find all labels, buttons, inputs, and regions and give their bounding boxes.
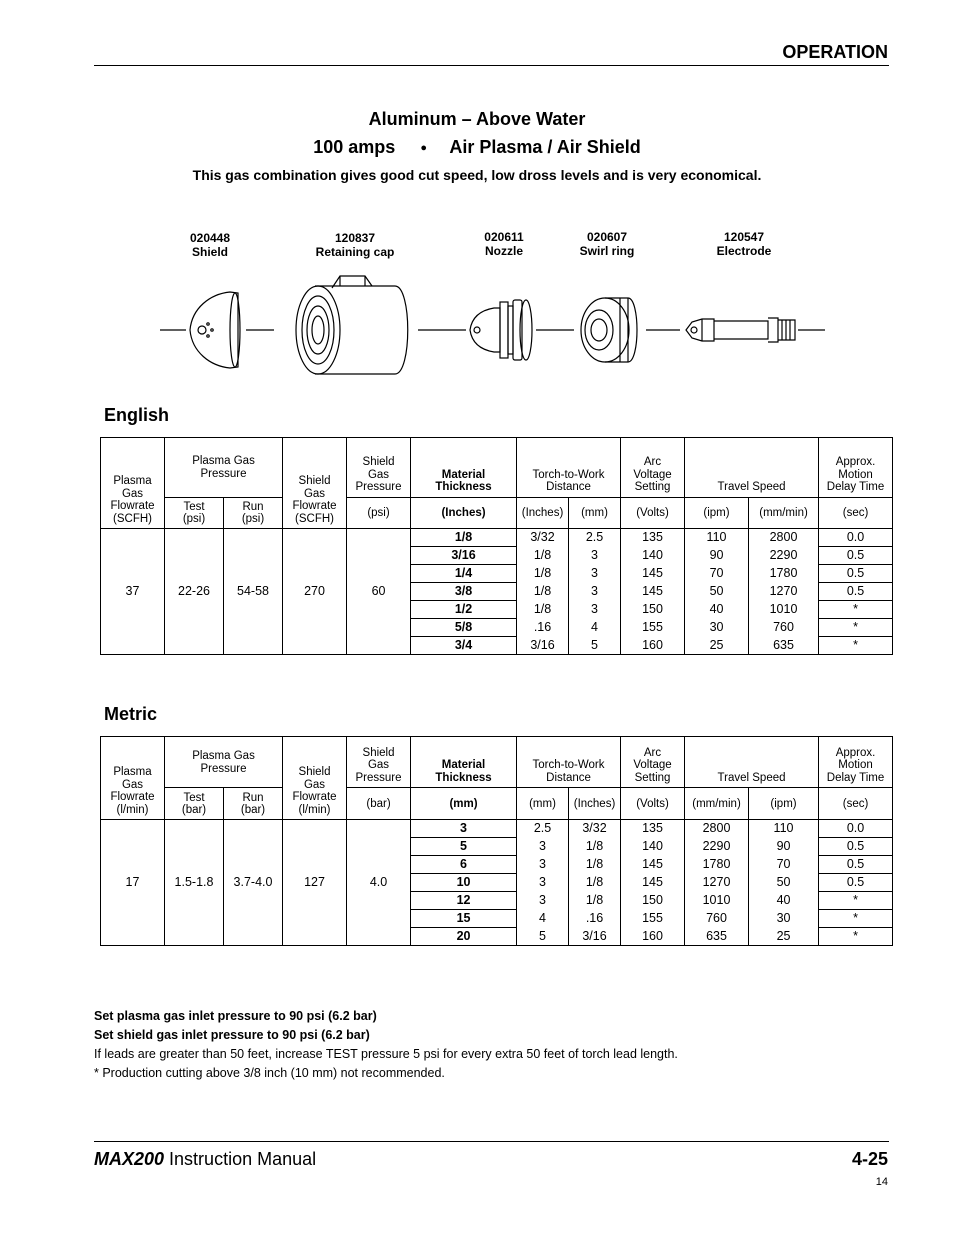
header-plasma-flowrate: Plasma Gas Flowrate (l/min) [101, 737, 165, 820]
amps-label: 100 amps [313, 137, 396, 157]
table-cell: 4 [517, 910, 569, 928]
cell-test: 1.5-1.8 [165, 820, 224, 946]
retaining-cap-icon [296, 276, 408, 374]
table-cell: 1/8 [569, 892, 621, 910]
table-cell: 0.5 [819, 856, 893, 874]
header-plasma-pressure: Plasma Gas Pressure [165, 737, 283, 788]
part-number: 020607 [586, 230, 628, 244]
cell-material-thickness: 3/16 [411, 547, 517, 565]
cell-material-thickness: 1/4 [411, 565, 517, 583]
cell-material-thickness: 5/8 [411, 619, 517, 637]
note-production: * Production cutting above 3/8 inch (10 mm) not recommended. [94, 1066, 445, 1080]
unit-distance-2: (Inches) [569, 788, 621, 820]
english-cut-chart [100, 437, 893, 655]
part-retaining-cap-label [285, 231, 425, 259]
manual-label: Instruction Manual [169, 1149, 317, 1169]
table-cell: 135 [621, 820, 685, 838]
cell-material-thickness: 6 [411, 856, 517, 874]
table-cell: 635 [685, 928, 749, 946]
cell-test: 22-26 [165, 529, 224, 655]
part-name: Retaining cap [315, 245, 395, 259]
header-plasma-flowrate: Plasma Gas Flowrate (SCFH) [101, 438, 165, 529]
page-title: Aluminum – Above Water [368, 109, 586, 129]
table-cell: 40 [749, 892, 819, 910]
bullet-icon: ● [420, 142, 427, 154]
unit-run: Run (psi) [224, 497, 283, 528]
table-cell: 3/16 [569, 928, 621, 946]
table-row [101, 529, 893, 547]
unit-speed-1: (mm/min) [685, 788, 749, 820]
unit-speed-1: (ipm) [685, 497, 749, 528]
unit-material: (Inches) [411, 497, 517, 528]
table-cell: 1270 [685, 874, 749, 892]
unit-speed-2: (mm/min) [749, 497, 819, 528]
unit-arc: (Volts) [621, 788, 685, 820]
table-cell: 1/8 [517, 583, 569, 601]
part-swirl-ring-label [537, 230, 677, 258]
part-number: 120547 [723, 230, 765, 244]
table-cell: 140 [621, 838, 685, 856]
table-cell: 760 [749, 619, 819, 637]
table-cell: 40 [685, 601, 749, 619]
table-cell: 5 [569, 637, 621, 655]
table-cell: 3 [569, 583, 621, 601]
header-rule [94, 65, 889, 66]
metric-rows [101, 820, 893, 946]
cell-material-thickness: 3/8 [411, 583, 517, 601]
table-cell: 1/8 [569, 856, 621, 874]
header-shield-flowrate: Shield Gas Flowrate (SCFH) [283, 438, 347, 529]
section-title: OPERATION [782, 42, 888, 62]
table-cell: 50 [749, 874, 819, 892]
table-cell: 50 [685, 583, 749, 601]
note-leads: If leads are greater than 50 feet, increase TEST pressure 5 psi for every extra 50 feet of torch lead length. [94, 1047, 678, 1061]
metric-heading: Metric [104, 704, 158, 724]
table-cell: 0.5 [819, 547, 893, 565]
table-cell: 1780 [685, 856, 749, 874]
metric-cut-chart [100, 736, 893, 946]
header-delay-time: Approx. Motion Delay Time [819, 737, 893, 788]
table-cell: * [819, 910, 893, 928]
unit-material: (mm) [411, 788, 517, 820]
table-cell: 30 [685, 619, 749, 637]
part-shield-label [140, 231, 280, 259]
unit-speed-2: (ipm) [749, 788, 819, 820]
table-cell: 0.5 [819, 583, 893, 601]
table-cell: .16 [569, 910, 621, 928]
table-cell: 110 [749, 820, 819, 838]
table-cell: 3/32 [569, 820, 621, 838]
table-cell: 145 [621, 874, 685, 892]
cell-shield-pressure: 4.0 [347, 820, 411, 946]
footer-rule [94, 1141, 889, 1142]
table-cell: 25 [749, 928, 819, 946]
unit-distance-1: (mm) [517, 788, 569, 820]
table-cell: 160 [621, 928, 685, 946]
table-cell: 155 [621, 910, 685, 928]
note-plasma-inlet: Set plasma gas inlet pressure to 90 psi (6.2 bar) [94, 1009, 377, 1023]
table-cell: 155 [621, 619, 685, 637]
table-cell: 1/8 [569, 874, 621, 892]
table-cell: 0.5 [819, 838, 893, 856]
header-torch-distance: Torch-to-Work Distance [517, 438, 621, 498]
footer-manual-title [94, 1149, 316, 1170]
table-cell: 3/32 [517, 529, 569, 547]
unit-shield-pressure: (bar) [347, 788, 411, 820]
part-name: Electrode [716, 244, 772, 258]
table-cell: 1/8 [517, 565, 569, 583]
table-cell: 90 [749, 838, 819, 856]
cell-material-thickness: 15 [411, 910, 517, 928]
table-cell: 160 [621, 637, 685, 655]
table-cell: 145 [621, 565, 685, 583]
table-cell: 1/8 [517, 601, 569, 619]
table-cell: 3 [517, 892, 569, 910]
table-cell: 2290 [749, 547, 819, 565]
table-cell: 1/8 [517, 547, 569, 565]
swirl-ring-icon [581, 298, 637, 362]
header-material-thickness: Material Thickness [411, 438, 517, 498]
model-name: MAX200 [94, 1149, 165, 1169]
table-cell: 2800 [749, 529, 819, 547]
part-number: 020611 [484, 230, 524, 244]
cell-material-thickness: 1/8 [411, 529, 517, 547]
table-cell: 145 [621, 583, 685, 601]
cell-plasma-flow: 17 [101, 820, 165, 946]
table-cell: 3/16 [517, 637, 569, 655]
cell-material-thickness: 12 [411, 892, 517, 910]
table-cell: 3 [569, 565, 621, 583]
cell-material-thickness: 5 [411, 838, 517, 856]
table-cell: 3 [569, 547, 621, 565]
unit-distance-1: (Inches) [517, 497, 569, 528]
nozzle-icon [470, 300, 532, 360]
table-cell: * [819, 601, 893, 619]
cell-material-thickness: 10 [411, 874, 517, 892]
table-cell: 135 [621, 529, 685, 547]
table-cell: 3 [517, 838, 569, 856]
table-cell: 0.0 [819, 529, 893, 547]
electrode-icon [686, 318, 795, 342]
table-cell: 3 [517, 856, 569, 874]
table-cell: 150 [621, 601, 685, 619]
table-cell: 90 [685, 547, 749, 565]
header-delay-time: Approx. Motion Delay Time [819, 438, 893, 498]
table-cell: 110 [685, 529, 749, 547]
table-cell: 2.5 [569, 529, 621, 547]
page-number: 4-25 [851, 1149, 888, 1169]
table-cell: 4 [569, 619, 621, 637]
table-cell: 150 [621, 892, 685, 910]
table-cell: 30 [749, 910, 819, 928]
unit-arc: (Volts) [621, 497, 685, 528]
part-name: Nozzle [484, 244, 523, 258]
cell-shield-flow: 270 [283, 529, 347, 655]
table-cell: * [819, 637, 893, 655]
table-cell: 1/8 [569, 838, 621, 856]
table-cell: 0.5 [819, 565, 893, 583]
table-cell: * [819, 928, 893, 946]
part-number: 020448 [189, 231, 231, 245]
cell-plasma-flow: 37 [101, 529, 165, 655]
gas-label: Air Plasma / Air Shield [449, 137, 641, 157]
header-torch-distance: Torch-to-Work Distance [517, 737, 621, 788]
table-cell: .16 [517, 619, 569, 637]
table-cell: 70 [749, 856, 819, 874]
cell-run: 54-58 [224, 529, 283, 655]
table-cell: 1780 [749, 565, 819, 583]
table-cell: 2.5 [517, 820, 569, 838]
table-cell: 760 [685, 910, 749, 928]
header-shield-flowrate: Shield Gas Flowrate (l/min) [283, 737, 347, 820]
unit-test: Test (psi) [165, 497, 224, 528]
table-row [101, 820, 893, 838]
unit-delay: (sec) [819, 788, 893, 820]
table-cell: 0.5 [819, 874, 893, 892]
table-cell: 5 [517, 928, 569, 946]
part-electrode-label [674, 230, 814, 258]
header-travel-speed: Travel Speed [685, 737, 819, 788]
table-cell: 25 [685, 637, 749, 655]
header-material-thickness: Material Thickness [411, 737, 517, 788]
unit-distance-2: (mm) [569, 497, 621, 528]
table-cell: * [819, 619, 893, 637]
table-cell: 3 [517, 874, 569, 892]
table-cell: 70 [685, 565, 749, 583]
cell-material-thickness: 20 [411, 928, 517, 946]
cell-run: 3.7-4.0 [224, 820, 283, 946]
table-cell: 0.0 [819, 820, 893, 838]
cell-material-thickness: 3/4 [411, 637, 517, 655]
header-shield-pressure: Shield Gas Pressure [347, 438, 411, 498]
table-cell: 140 [621, 547, 685, 565]
table-cell: 635 [749, 637, 819, 655]
table-cell: 145 [621, 856, 685, 874]
unit-shield-pressure: (psi) [347, 497, 411, 528]
cell-material-thickness: 1/2 [411, 601, 517, 619]
part-name: Shield [191, 245, 228, 259]
english-rows [101, 529, 893, 655]
header-arc-voltage: Arc Voltage Setting [621, 438, 685, 498]
unit-test: Test (bar) [165, 788, 224, 820]
cell-shield-flow: 127 [283, 820, 347, 946]
header-arc-voltage: Arc Voltage Setting [621, 737, 685, 788]
header-plasma-pressure: Plasma Gas Pressure [165, 438, 283, 498]
part-number: 120837 [334, 231, 376, 245]
table-cell: * [819, 892, 893, 910]
page-description: This gas combination gives good cut speed, low dross levels and is very economical. [192, 167, 762, 183]
table-cell: 1010 [685, 892, 749, 910]
sheet-number: 14 [875, 1176, 888, 1188]
table-cell: 2290 [685, 838, 749, 856]
consumables-illustration [150, 268, 840, 378]
table-cell: 1270 [749, 583, 819, 601]
header-shield-pressure: Shield Gas Pressure [347, 737, 411, 788]
cell-material-thickness: 3 [411, 820, 517, 838]
unit-delay: (sec) [819, 497, 893, 528]
page-subtitle [0, 137, 954, 158]
table-cell: 3 [569, 601, 621, 619]
note-shield-inlet: Set shield gas inlet pressure to 90 psi (6.2 bar) [94, 1028, 370, 1042]
table-cell: 2800 [685, 820, 749, 838]
part-name: Swirl ring [579, 244, 635, 258]
cell-shield-pressure: 60 [347, 529, 411, 655]
shield-icon [190, 292, 240, 368]
header-travel-speed: Travel Speed [685, 438, 819, 498]
table-cell: 1010 [749, 601, 819, 619]
unit-run: Run (bar) [224, 788, 283, 820]
english-heading: English [104, 405, 170, 425]
